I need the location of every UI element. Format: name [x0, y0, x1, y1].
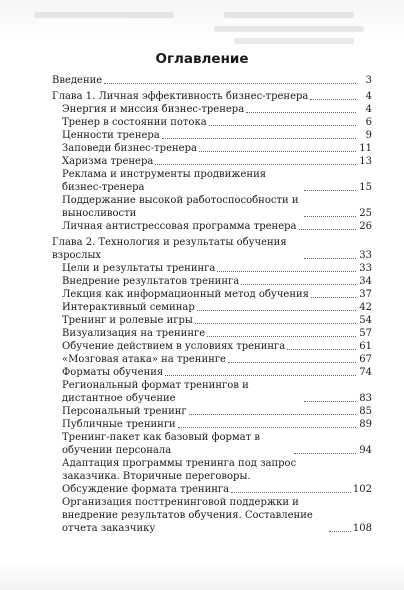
- toc-entry-page: 57: [359, 328, 372, 339]
- dot-leader: [304, 258, 356, 259]
- toc-entry: [62, 288, 372, 301]
- dot-leader: [241, 284, 356, 285]
- toc-entry-title: Персональный тренинг: [62, 406, 187, 417]
- dot-leader: [104, 83, 356, 84]
- dot-leader: [246, 112, 356, 113]
- dot-leader: [294, 453, 356, 454]
- toc-entry-page: 102: [352, 484, 372, 495]
- toc-entry-page: 89: [359, 419, 372, 430]
- toc-entry: [62, 129, 372, 142]
- dot-leader: [162, 138, 356, 139]
- dot-leader: [228, 362, 356, 363]
- toc-entry-title: Внедрение результатов тренинга: [62, 276, 240, 287]
- dot-leader: [304, 216, 356, 217]
- toc-entry: [62, 483, 372, 496]
- toc-entry-title: Лекция как информационный метод обучения: [62, 289, 309, 300]
- dot-leader: [195, 323, 356, 324]
- toc-entry-page: 83: [359, 393, 372, 404]
- toc-entry-title: Региональный формат тренингов и дистантное обучение: [62, 380, 249, 404]
- toc-entry-title: Заповеди бизнес-тренера: [62, 143, 197, 154]
- toc-entry-title: Ценности тренера: [62, 130, 160, 141]
- toc-entry-page: 3: [365, 75, 372, 86]
- dot-leader: [299, 229, 357, 230]
- toc-entry: [62, 379, 372, 405]
- toc-entry-page: 74: [359, 367, 372, 378]
- toc-entry-title: Энергия и миссия бизнес-тренера: [62, 104, 245, 115]
- toc-entry-title: Цели и результаты тренинга: [62, 263, 216, 274]
- toc-entry: [62, 353, 372, 366]
- toc-entry-title: «Мозговая атака» на тренинге: [62, 354, 226, 365]
- toc-entry-page: 25: [359, 208, 372, 219]
- toc-entry: [62, 168, 372, 194]
- toc-entry-title: Поддержание высокой работоспособности и выносливости: [62, 195, 299, 219]
- table-of-contents: [52, 74, 372, 535]
- toc-entry: [52, 90, 372, 103]
- toc-entry: [62, 314, 372, 327]
- dot-leader: [311, 297, 356, 298]
- page-title: Оглавление: [155, 51, 249, 67]
- toc-entry: [62, 301, 372, 314]
- toc-entry-page: 26: [359, 221, 372, 232]
- toc-entry: [62, 220, 372, 233]
- toc-entry: [62, 340, 372, 353]
- toc-entry: [52, 74, 372, 87]
- dot-leader: [217, 271, 356, 272]
- dot-leader: [231, 492, 351, 493]
- toc-entry-page: 94: [359, 445, 372, 456]
- toc-entry-title: Форматы обучения: [62, 367, 164, 378]
- dot-leader: [165, 375, 356, 376]
- toc-entry-page: 11: [359, 143, 372, 154]
- toc-entry: [62, 405, 372, 418]
- toc-entry-page: 67: [359, 354, 372, 365]
- toc-entry: [62, 116, 372, 129]
- toc-entry-page: 9: [365, 130, 372, 141]
- toc-entry: [62, 194, 372, 220]
- toc-entry-page: 33: [359, 263, 372, 274]
- dot-leader: [189, 414, 356, 415]
- toc-entry-title: Визуализация на тренинге: [62, 328, 206, 339]
- toc-entry-title: Глава 1. Личная эффективность бизнес-тренера: [52, 91, 309, 102]
- dot-leader: [199, 151, 356, 152]
- toc-entry-title: Харизма тренера: [62, 156, 154, 167]
- toc-entry-title: Интерактивный семинар: [62, 302, 195, 313]
- toc-entry-page: 108: [352, 523, 372, 534]
- toc-entry-page: 4: [365, 104, 372, 115]
- toc-entry-title: Личная антистрессовая программа тренера: [62, 221, 297, 232]
- toc-entry: [62, 457, 372, 483]
- toc-entry: [52, 236, 372, 262]
- dot-leader: [310, 99, 356, 100]
- toc-entry-title: Тренер в состоянии потока: [62, 117, 207, 128]
- toc-entry-page: 34: [359, 276, 372, 287]
- toc-entry-page: 54: [359, 315, 372, 326]
- dot-leader: [329, 531, 351, 532]
- toc-entry: [62, 418, 372, 431]
- dot-leader: [155, 164, 356, 165]
- toc-entry: [62, 366, 372, 379]
- toc-entry-page: 42: [359, 302, 372, 313]
- toc-entry-page: 85: [359, 406, 372, 417]
- toc-entry-title: Обсуждение формата тренинга: [62, 484, 230, 495]
- dot-leader: [178, 427, 356, 428]
- toc-entry-page: 33: [359, 250, 372, 261]
- dot-leader: [304, 401, 356, 402]
- toc-entry-title: Реклама и инструменты продвижения бизнес-тренера: [62, 169, 267, 193]
- toc-entry-page: 37: [359, 289, 372, 300]
- toc-entry-title: Глава 2. Технология и результаты обучения взрослых: [52, 237, 287, 261]
- toc-entry-title: Тренинг-пакет как базовый формат в обучении персонала: [62, 432, 260, 456]
- toc-entry: [62, 431, 372, 457]
- dot-leader: [304, 190, 356, 191]
- toc-entry: [62, 262, 372, 275]
- toc-entry: [62, 142, 372, 155]
- toc-entry-page: 4: [365, 91, 372, 102]
- dot-leader: [209, 125, 356, 126]
- toc-entry-title: Организация посттренинговой поддержки и внедрение результатов обучения. Составление отчета заказчику: [62, 497, 313, 534]
- toc-entry-title: Введение: [52, 75, 103, 86]
- toc-entry-title: Адаптация программы тренинга под запрос заказчика. Вторичные переговоры.: [62, 458, 297, 482]
- toc-entry: [62, 496, 372, 535]
- toc-entry: [62, 155, 372, 168]
- toc-entry-title: Публичные тренинги: [62, 419, 176, 430]
- dot-leader: [287, 349, 356, 350]
- show-through-text: [34, 6, 372, 46]
- toc-entry-page: 15: [359, 182, 372, 193]
- dot-leader: [207, 336, 356, 337]
- toc-entry: [62, 103, 372, 116]
- toc-entry-page: 13: [359, 156, 372, 167]
- toc-entry-page: 61: [359, 341, 372, 352]
- toc-entry-title: Обучение действием в условиях тренинга: [62, 341, 286, 352]
- toc-entry-title: Тренинг и ролевые игры: [62, 315, 193, 326]
- toc-entry: [62, 327, 372, 340]
- dot-leader: [197, 310, 356, 311]
- toc-entry: [62, 275, 372, 288]
- toc-entry-page: 6: [365, 117, 372, 128]
